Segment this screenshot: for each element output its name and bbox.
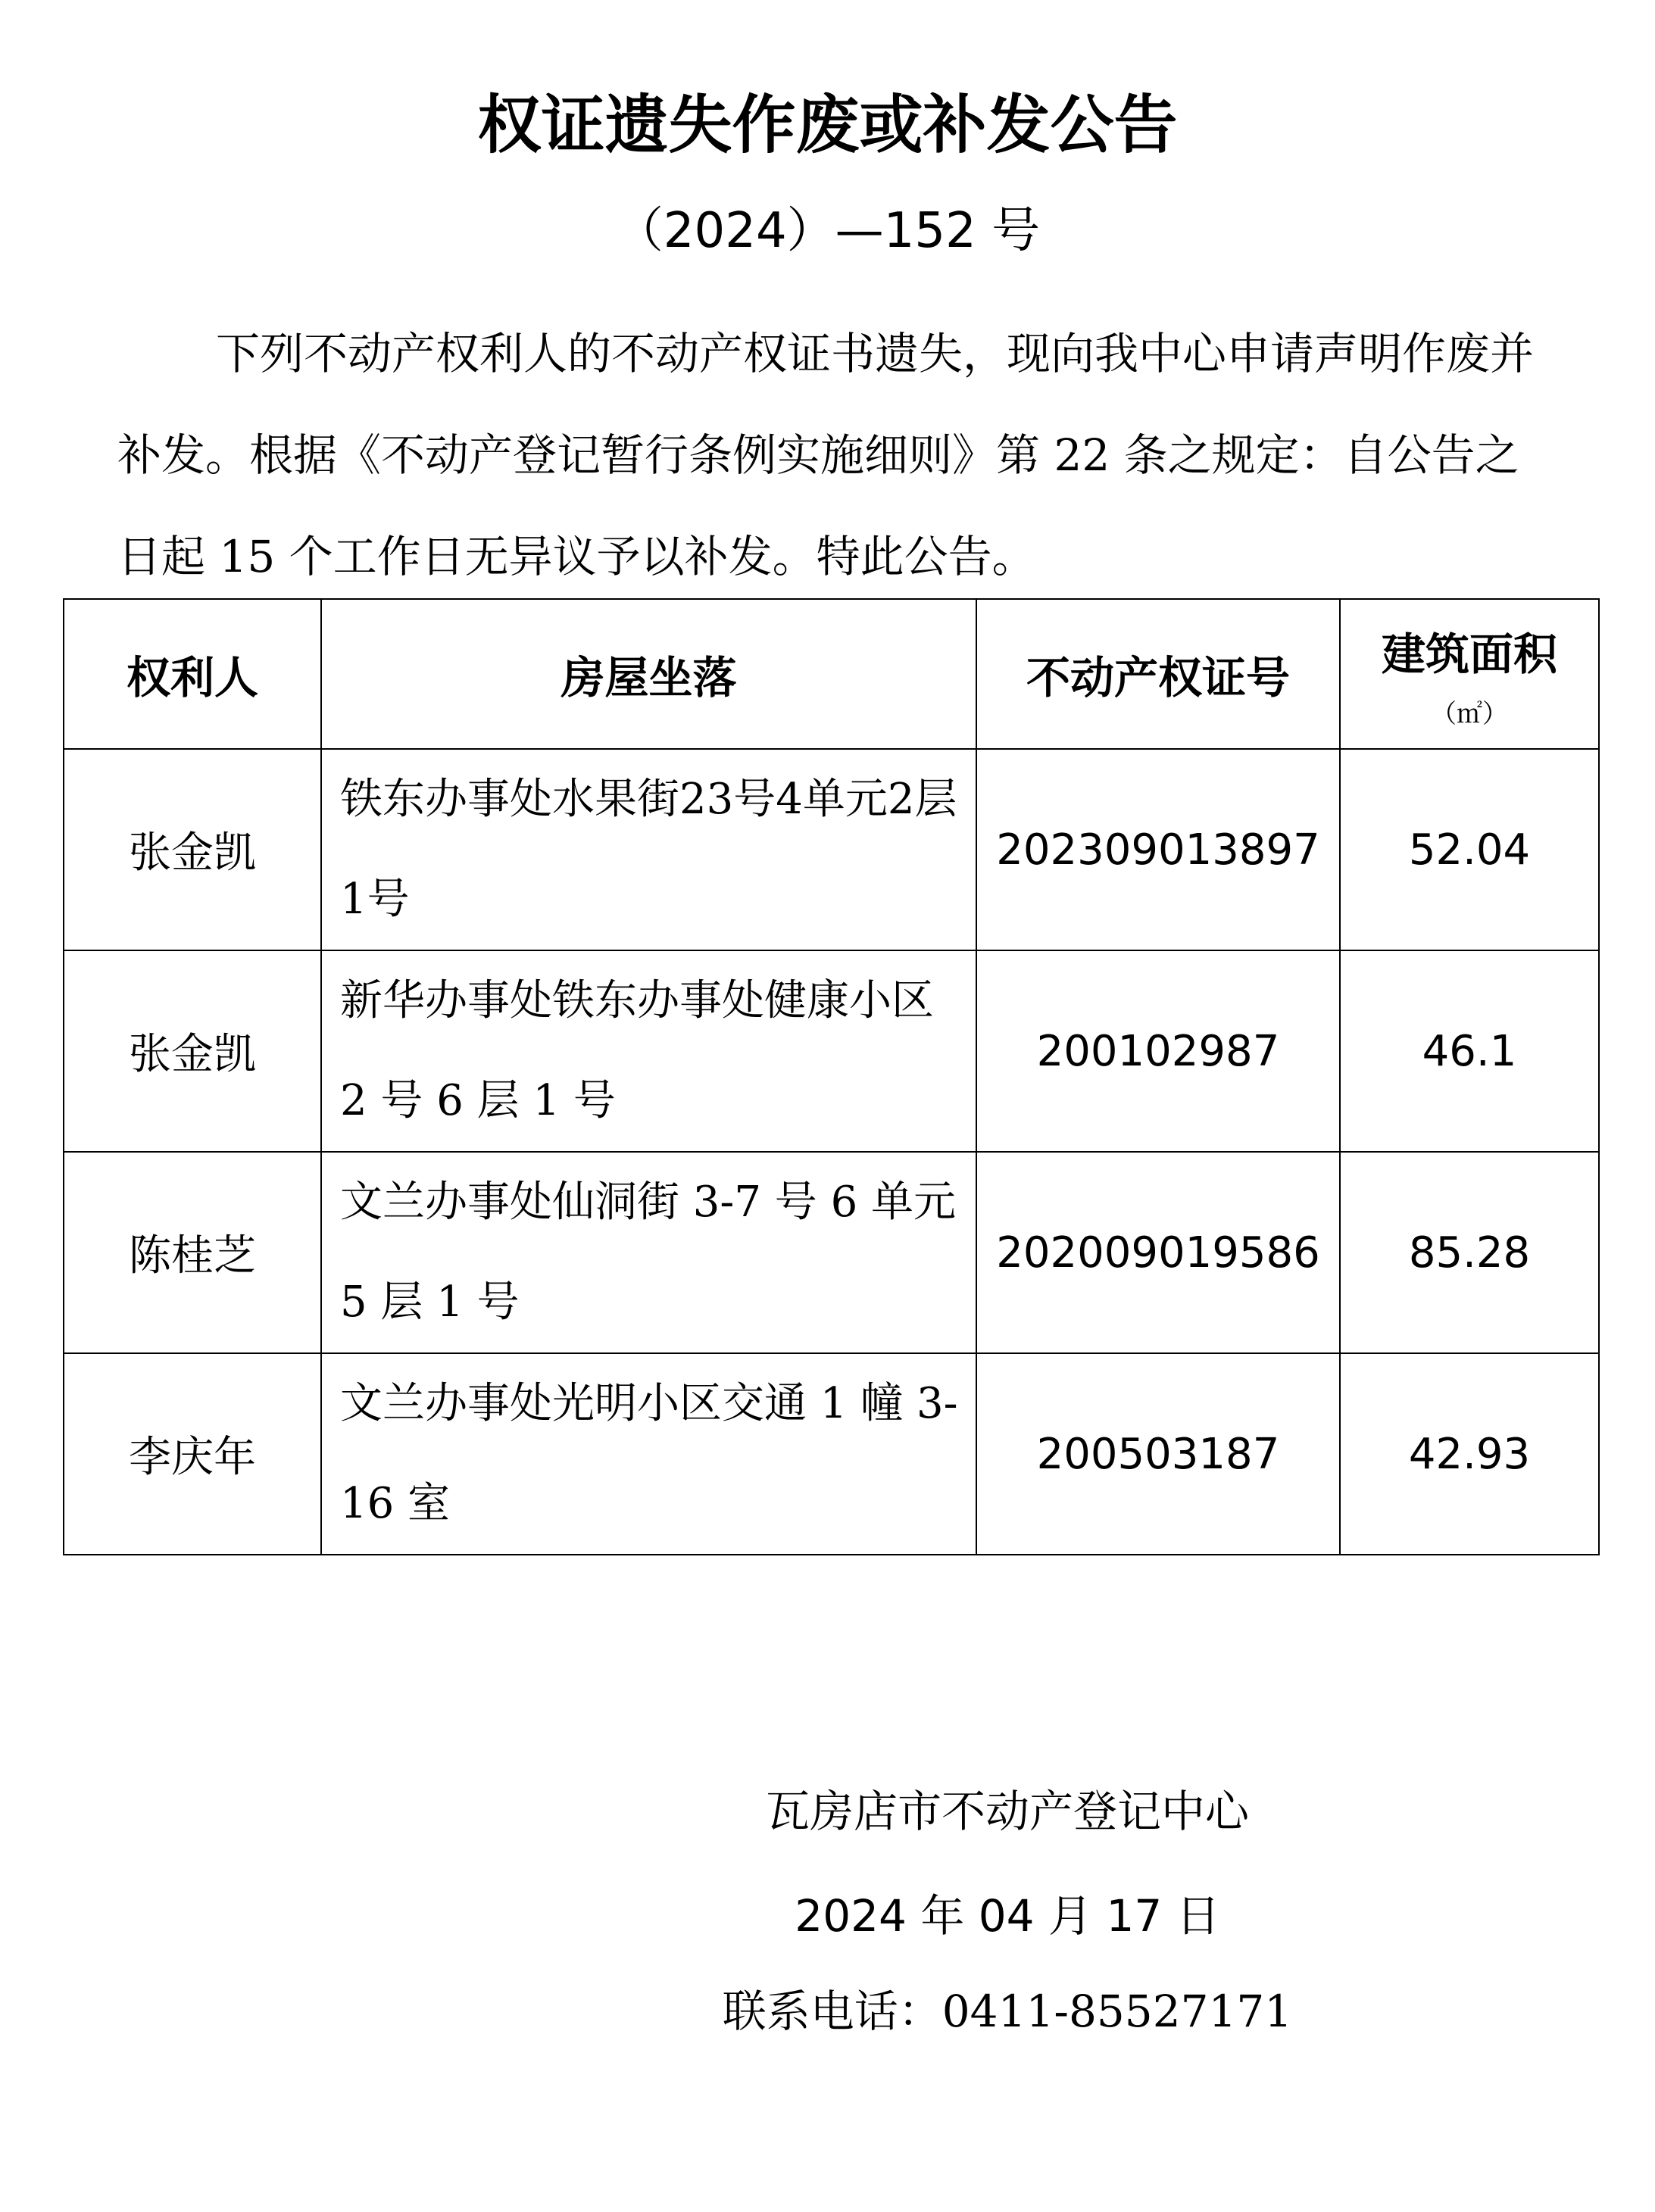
cell-area: 85.28: [1340, 1152, 1599, 1353]
cell-area: 42.93: [1340, 1353, 1599, 1555]
table-row: [64, 1152, 1599, 1353]
issuing-organization: 瓦房店市不动产登记中心: [765, 1786, 1249, 1837]
cell-cert: 200102987: [976, 950, 1340, 1152]
cell-area: 46.1: [1340, 950, 1599, 1152]
cell-area: 52.04: [1340, 749, 1599, 950]
cell-owner: 李庆年: [64, 1353, 321, 1555]
header-area-unit: （㎡）: [1431, 698, 1508, 729]
cell-owner: 陈桂芝: [64, 1152, 321, 1353]
notice-number: （2024）—152 号: [614, 203, 1041, 259]
notice-title: 权证遗失作废或补发公告: [477, 88, 1178, 162]
records-table: [63, 598, 1600, 1555]
cell-cert: 200503187: [976, 1353, 1340, 1555]
header-area-label: 建筑面积: [1381, 628, 1557, 680]
header-area: [1340, 599, 1599, 749]
notice-body: 下列不动产权利人的不动产权证书遗失，现向我中心申请声明作废并补发。根据《不动产登记暂行条例实施细则》第 22 条之规定：自公告之日起 15 个工作日无异议予以补发。特此公告。: [117, 328, 1535, 582]
table-row: [64, 950, 1599, 1152]
cell-owner: 张金凯: [64, 749, 321, 950]
contact-phone: 联系电话：0411-85527171: [722, 1986, 1293, 2037]
header-address: 房屋坐落: [321, 599, 976, 749]
table-row: [64, 749, 1599, 950]
table-row: [64, 1353, 1599, 1555]
header-owner: 权利人: [64, 599, 321, 749]
issue-date: 2024 年 04 月 17 日: [795, 1890, 1220, 1942]
cell-address: 新华办事处铁东办事处健康小区 2 号 6 层 1 号: [321, 950, 976, 1152]
cell-address: 文兰办事处仙洞街 3-7 号 6 单元 5 层 1 号: [321, 1152, 976, 1353]
cell-address: 铁东办事处水果街23号4单元2层1号: [321, 749, 976, 950]
cell-address: 文兰办事处光明小区交通 1 幢 3-16 室: [321, 1353, 976, 1555]
header-cert: 不动产权证号: [976, 599, 1340, 749]
table-header-row: [64, 599, 1599, 749]
cell-cert: 202309013897: [976, 749, 1340, 950]
cell-cert: 202009019586: [976, 1152, 1340, 1353]
cell-owner: 张金凯: [64, 950, 321, 1152]
